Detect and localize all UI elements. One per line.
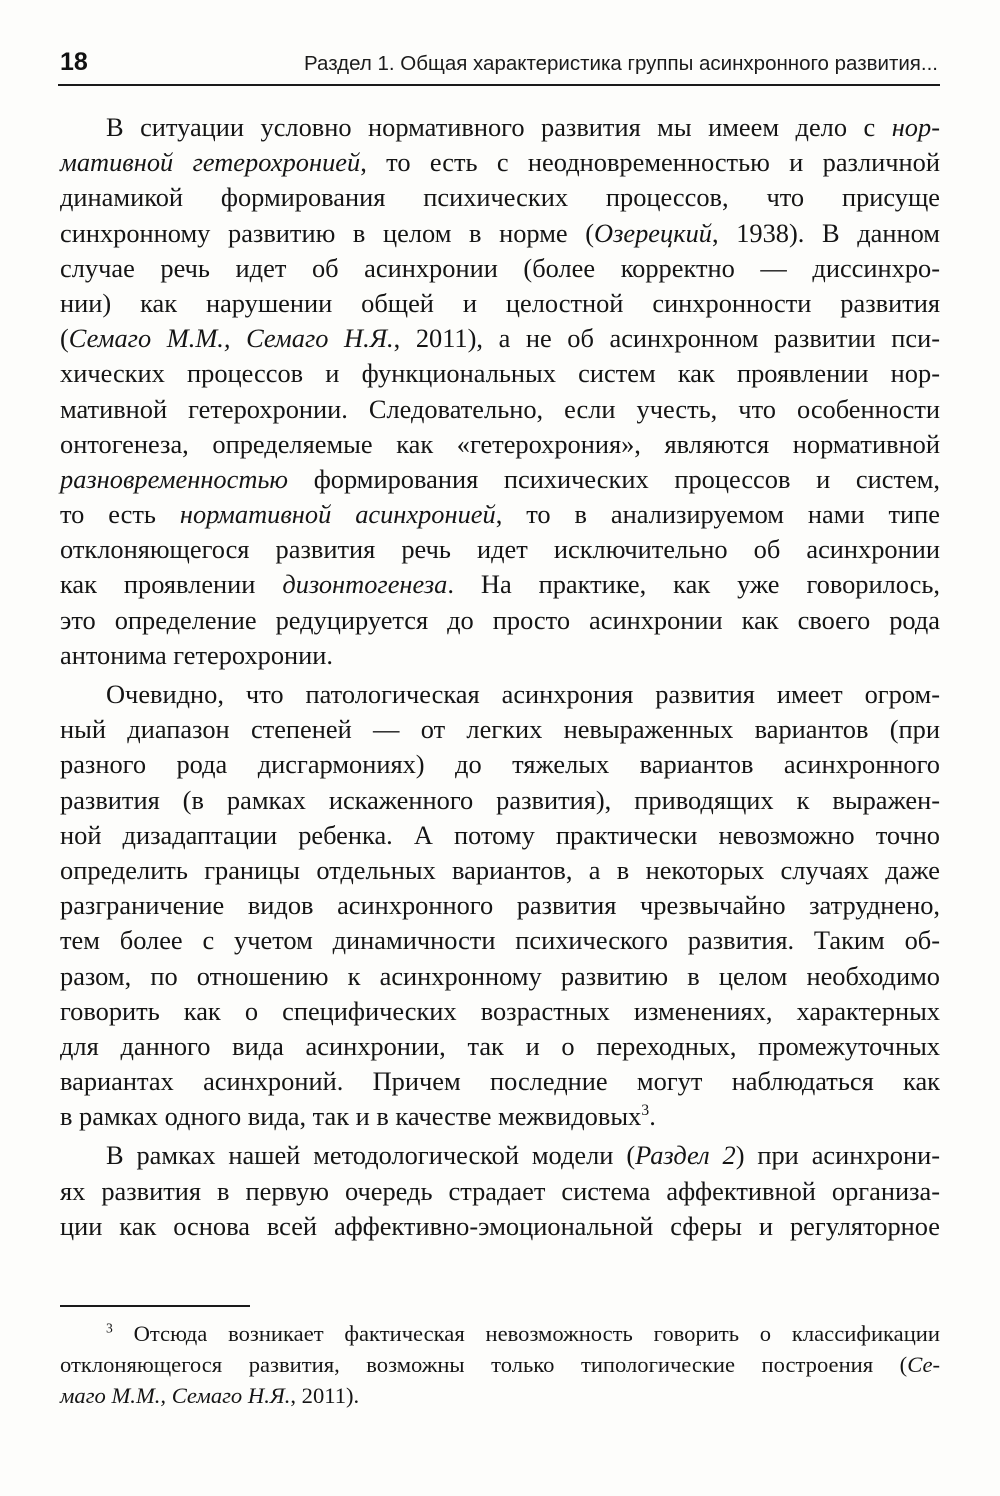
text-line: онтогенеза, определяемые как «гетерохрония», являются нормативной <box>60 428 940 459</box>
text-line: отклоняющегося развития, возможны только типологические построения (Се- <box>60 1352 940 1377</box>
text-line: разновременностью формирования психических процессов и систем, <box>60 463 940 494</box>
text-line: для данного вида асинхронии, так и о переходных, промежуточных <box>60 1030 940 1061</box>
text-line: ции как основа всей аффективно-эмоциональной сферы и регуляторное <box>60 1210 940 1241</box>
text-line: нии) как нарушении общей и целостной синхронности развития <box>60 287 940 318</box>
text-line: антонима гетерохронии. <box>60 639 334 670</box>
text-line: развития (в рамках искаженного развития), приводящих к выражен- <box>60 784 940 815</box>
text-line: это определение редуцируется до просто асинхронии как своего рода <box>60 604 940 635</box>
paragraph <box>60 1138 940 1244</box>
footnote <box>60 1318 940 1411</box>
main-text <box>60 110 940 1244</box>
text-line: вариантах асинхроний. Причем последние могут наблюдаться как <box>60 1066 940 1097</box>
running-head: Раздел 1. Общая характеристика группы асинхронного развития... <box>304 52 938 75</box>
text-line: ной дизадаптации ребенка. А потому практически невозможно точно <box>60 819 940 850</box>
text-line: разом, по отношению к асинхронному развитию в целом необходимо <box>60 960 940 991</box>
text-line: тем более с учетом динамичности психического развития. Таким об- <box>60 925 940 956</box>
text-line: ный диапазон степеней — от легких невыраженных вариантов (при <box>60 714 940 745</box>
text-line: В рамках нашей методологической модели (Раздел 2) при асинхрони- <box>106 1140 940 1171</box>
text-line: определить границы отдельных вариантов, а в некоторых случаях даже <box>60 854 940 885</box>
text-line: маго М.М., Семаго Н.Я., 2011). <box>60 1383 360 1408</box>
text-line: В ситуации условно нормативного развития мы имеем дело с нор- <box>106 112 940 142</box>
text-line: Очевидно, что патологическая асинхрония развития имеет огром- <box>106 679 940 709</box>
text-line: хических процессов и функциональных систем как проявлении нор- <box>60 358 940 389</box>
footnote-marker: 3 <box>106 1320 113 1336</box>
text-line: в рамках одного вида, так и в качестве межвидовых$^3$. <box>60 1101 656 1132</box>
text-line: ях развития в первую очередь страдает система аффективной организа- <box>60 1175 940 1206</box>
text-line: случае речь идет об асинхронии (более корректно — диссинхро- <box>60 252 940 283</box>
text-line: как проявлении дизонтогенеза. На практике, как уже говорилось, <box>60 569 940 600</box>
page-header <box>58 44 940 86</box>
paragraph <box>60 677 940 1134</box>
text-line: мативной гетерохронии. Следовательно, если учесть, что особенности <box>60 393 940 424</box>
text-line: говорить как о специфических возрастных изменениях, характерных <box>60 995 940 1026</box>
text-line: разграничение видов асинхронного развития чрезвычайно затруднено, <box>60 890 940 921</box>
text-line: синхронному развитию в целом в норме (Озерецкий, 1938). В данном <box>60 217 940 248</box>
text-line: мативной гетерохронией, то есть с неодновременностью и различной <box>60 147 940 178</box>
text-line: разного рода дисгармониях) до тяжелых вариантов асинхронного <box>60 749 940 780</box>
text-line: то есть нормативной асинхронией, то в анализируемом нами типе <box>60 499 940 530</box>
footnote-separator <box>60 1305 250 1307</box>
text-line: отклоняющегося развития речь идет исключительно об асинхронии <box>60 534 940 565</box>
paragraph <box>60 110 940 673</box>
text-line: динамикой формирования психических процессов, что присуще <box>60 182 940 213</box>
footnote-reference[interactable]: 3 <box>641 1102 650 1120</box>
page-number: 18 <box>60 48 88 76</box>
text-line: $^3$ Отсюда возникает фактическая невозможность говорить о классификации <box>106 1320 940 1346</box>
text-line: (Семаго М.М., Семаго Н.Я., 2011), а не об асинхронном развитии пси- <box>60 323 941 354</box>
